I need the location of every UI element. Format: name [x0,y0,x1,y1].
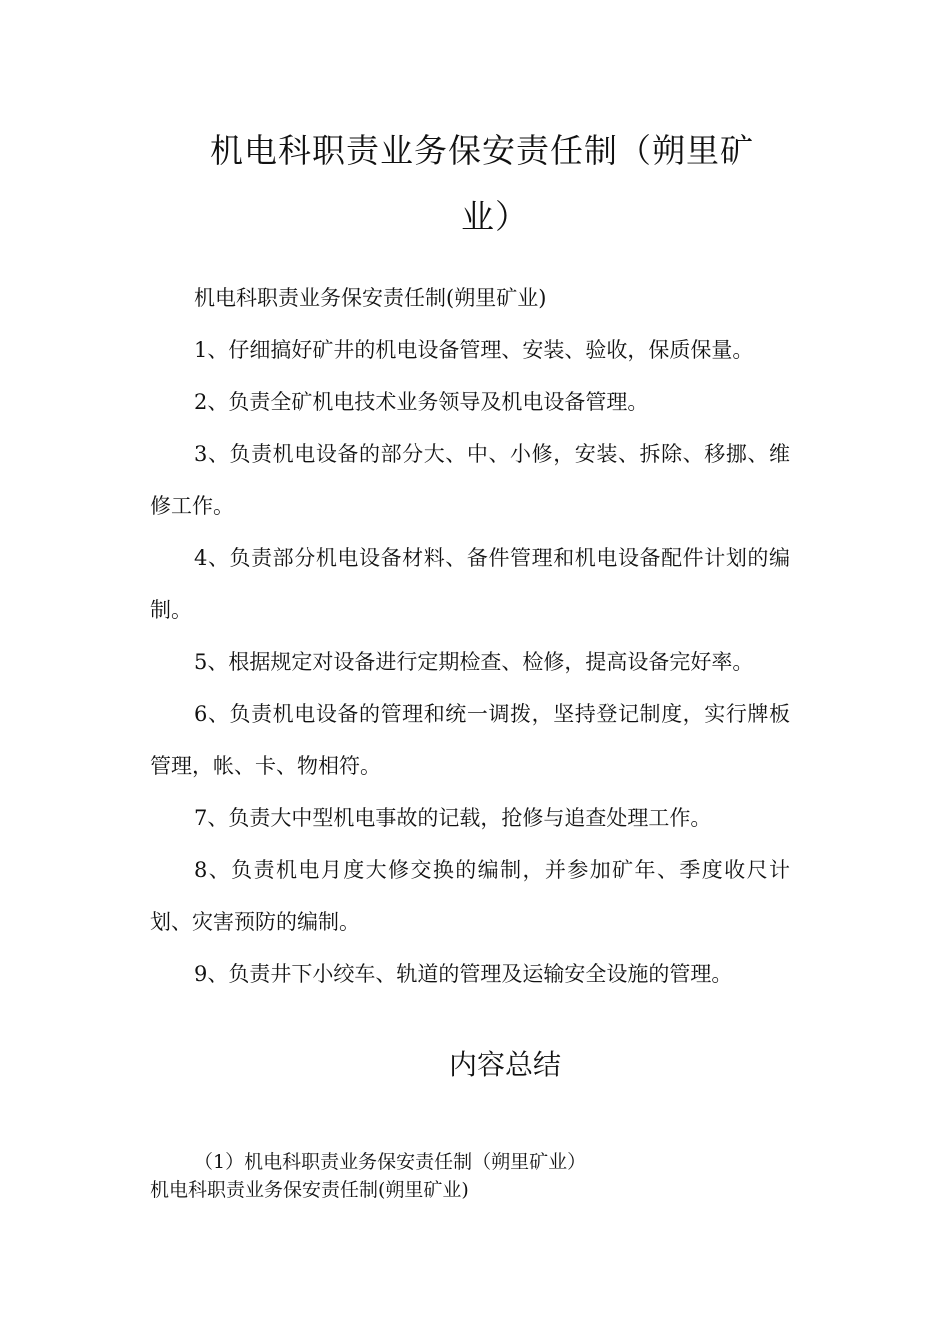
paragraph-item-8: 8、负责机电月度大修交换的编制，并参加矿年、季度收尺计划、灾害预防的编制。 [150,858,790,934]
paragraph-item-5: 5、根据规定对设备进行定期检查、检修，提高设备完好率。 [194,650,754,674]
paragraph-item-6: 6、负责机电设备的管理和统一调拨，坚持登记制度，实行牌板管理，帐、卡、物相符。 [150,702,790,778]
summary-line-2: 机电科职责业务保安责任制(朔里矿业) [150,1179,469,1201]
paragraph-item-2: 2、负责全矿机电技术业务领导及机电设备管理。 [194,390,649,414]
paragraph-item-9: 9、负责井下小绞车、轨道的管理及运输安全设施的管理。 [194,962,733,986]
paragraph-item-1: 1、仔细搞好矿井的机电设备管理、安装、验收，保质保量。 [194,338,754,362]
summary-heading: 内容总结 [448,1048,561,1081]
document-body [150,272,790,1000]
summary-line-1: （1）机电科职责业务保安责任制（朔里矿业） [194,1151,587,1173]
title-line-2: 业） [461,197,529,236]
paragraph-item-7: 7、负责大中型机电事故的记载，抢修与追查处理工作。 [194,806,712,830]
paragraph-item-4: 4、负责部分机电设备材料、备件管理和机电设备配件计划的编制。 [150,546,790,622]
document-title [150,118,790,250]
paragraph-intro: 机电科职责业务保安责任制(朔里矿业) [194,286,547,310]
title-line-1: 机电科职责业务保安责任制（朔里矿 [210,131,754,170]
summary-section [150,1148,790,1204]
paragraph-item-3: 3、负责机电设备的部分大、中、小修，安装、拆除、移挪、维修工作。 [150,442,790,518]
